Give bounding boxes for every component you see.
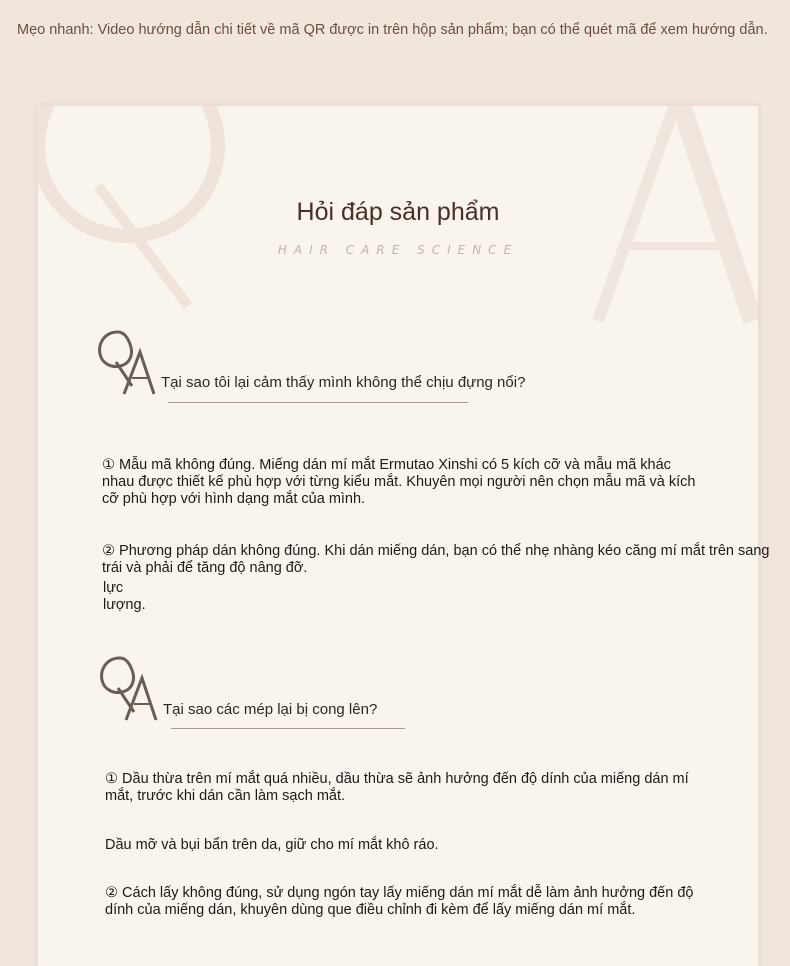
- question-2: Tại sao các mép lại bị cong lên?: [163, 701, 378, 718]
- tip-banner: Mẹo nhanh: Video hướng dẫn chi tiết về mã QR được in trên hộp sản phẩm; bạn có thể quét mã để xem hướng dẫn.: [17, 22, 768, 38]
- answer-1-2: ② Phương pháp dán không đúng. Khi dán miếng dán, bạn có thể nhẹ nhàng kéo căng mí mắt trên sang trái và phải để tăng độ nâng đỡ.: [102, 543, 770, 576]
- answer-1-4: lượng.: [103, 597, 146, 613]
- qa-logo-icon: [96, 328, 158, 398]
- answer-2-1: ① Dầu thừa trên mí mắt quá nhiều, dầu thừa sẽ ảnh hưởng đến độ dính của miếng dán mí mắt, trước khi dán cần làm sạch mắt.: [105, 771, 689, 804]
- question-1-underline: [168, 402, 468, 403]
- answer-2-3: ② Cách lấy không đúng, sử dụng ngón tay lấy miếng dán mí mắt dễ làm ảnh hưởng đến độ dính của miếng dán, khuyên dùng que điều chỉnh đi kèm để lấy miếng dán mí mắt.: [105, 885, 694, 918]
- answer-2-2: Dầu mỡ và bụi bẩn trên da, giữ cho mí mắt khô ráo.: [105, 837, 439, 853]
- question-1: Tại sao tôi lại cảm thấy mình không thể chịu đựng nổi?: [161, 374, 526, 391]
- qa-logo-icon: [98, 654, 160, 724]
- answer-1-1: ① Mẫu mã không đúng. Miếng dán mí mắt Ermutao Xinshi có 5 kích cỡ và mẫu mã khác nhau được thiết kế phù hợp với từng kiểu mắt. Khuyên mọi người nên chọn mẫu mã và kích cỡ phù hợp với hình dạng mắt của mình.: [102, 457, 696, 507]
- question-2-underline: [171, 728, 405, 729]
- page-title: Hỏi đáp sản phẩm: [296, 198, 500, 226]
- answer-1-3: lực: [103, 580, 124, 596]
- page-subtitle: HAIR CARE SCIENCE: [277, 243, 519, 257]
- qa-card: [38, 106, 770, 966]
